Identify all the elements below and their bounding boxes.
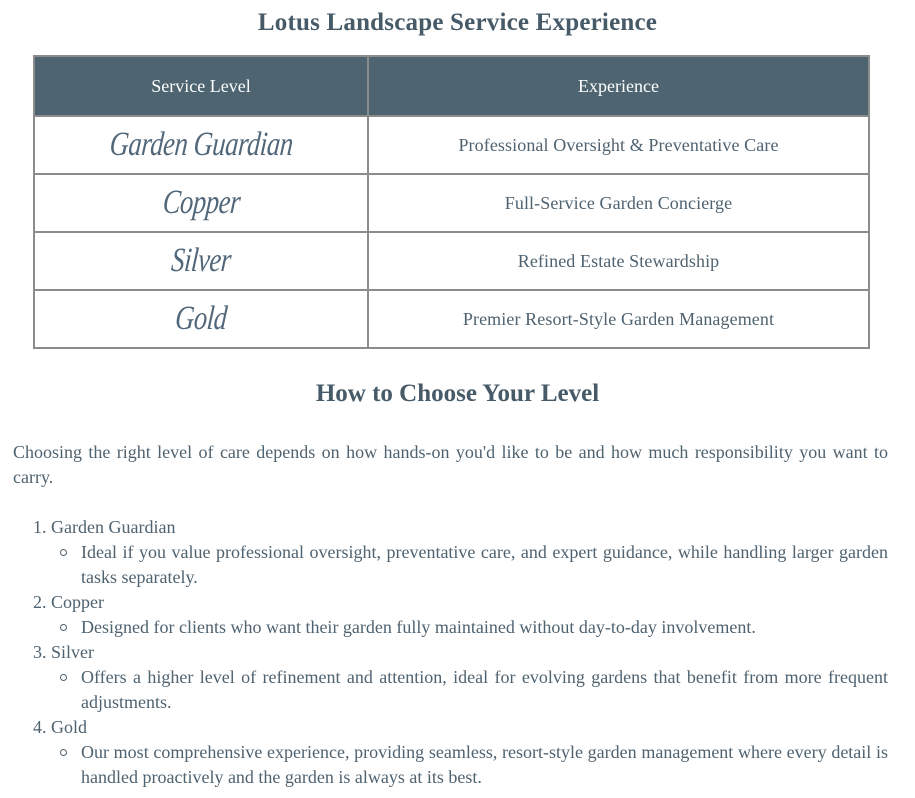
service-level-cell: [34, 290, 368, 348]
experience-text: Premier Resort-Style Garden Management: [462, 308, 775, 329]
table-row: [34, 290, 869, 348]
circle-bullet-icon: [60, 624, 67, 631]
list-item: [51, 715, 888, 790]
sub-list: [51, 540, 888, 590]
level-detail: Our most comprehensive experience, providing seamless, resort-style garden management where every detail is handled proactively and the garden is always at its best.: [81, 742, 888, 787]
service-level-cell: [34, 174, 368, 232]
circle-bullet-icon: [60, 749, 67, 756]
experience-text: Professional Oversight & Preventative Care: [458, 134, 779, 155]
table-row: [34, 174, 869, 232]
level-name: Gold: [51, 717, 87, 737]
experience-cell: [368, 290, 869, 348]
column-header-service-level: Service Level: [34, 56, 368, 116]
table-header-row: [34, 56, 869, 116]
level-detail: Ideal if you value professional oversight, preventative care, and expert guidance, while handling larger garden tasks separately.: [81, 542, 888, 587]
service-level-name: Copper: [160, 184, 242, 221]
experience-cell: [368, 116, 869, 174]
column-header-experience: Experience: [368, 56, 869, 116]
level-name: Copper: [51, 592, 104, 612]
service-levels-table: [33, 55, 870, 349]
list-item: [51, 515, 888, 590]
intro-paragraph: Choosing the right level of care depends on how hands-on you'd like to be and how much responsibility you want to carry.: [13, 442, 888, 487]
sub-list-item: [81, 665, 888, 715]
service-level-name: Silver: [169, 242, 233, 279]
section-title: How to Choose Your Level: [315, 380, 600, 407]
experience-text: Refined Estate Stewardship: [517, 250, 720, 271]
page-title: Lotus Landscape Service Experience: [257, 9, 658, 36]
sub-list: [51, 740, 888, 790]
sub-list-item: [81, 615, 888, 640]
level-detail: Offers a higher level of refinement and attention, ideal for evolving gardens that benefit from more frequent adjustments.: [81, 667, 888, 712]
service-level-cell: [34, 232, 368, 290]
list-item: [51, 640, 888, 715]
service-level-cell: [34, 116, 368, 174]
list-item: [51, 590, 888, 640]
experience-text: Full-Service Garden Concierge: [504, 192, 733, 213]
sub-list: [51, 665, 888, 715]
circle-bullet-icon: [60, 549, 67, 556]
sub-list-item: [81, 540, 888, 590]
service-level-name: Gold: [173, 300, 229, 337]
service-level-name: Garden Guardian: [108, 126, 295, 163]
circle-bullet-icon: [60, 674, 67, 681]
level-name: Silver: [51, 642, 94, 662]
level-name: Garden Guardian: [51, 517, 176, 537]
sub-list-item: [81, 740, 888, 790]
experience-cell: [368, 232, 869, 290]
level-detail: Designed for clients who want their garden fully maintained without day-to-day involvement.: [81, 617, 756, 637]
levels-list: [13, 515, 888, 790]
table-row: [34, 232, 869, 290]
table-row: [34, 116, 869, 174]
experience-cell: [368, 174, 869, 232]
sub-list: [51, 615, 888, 640]
